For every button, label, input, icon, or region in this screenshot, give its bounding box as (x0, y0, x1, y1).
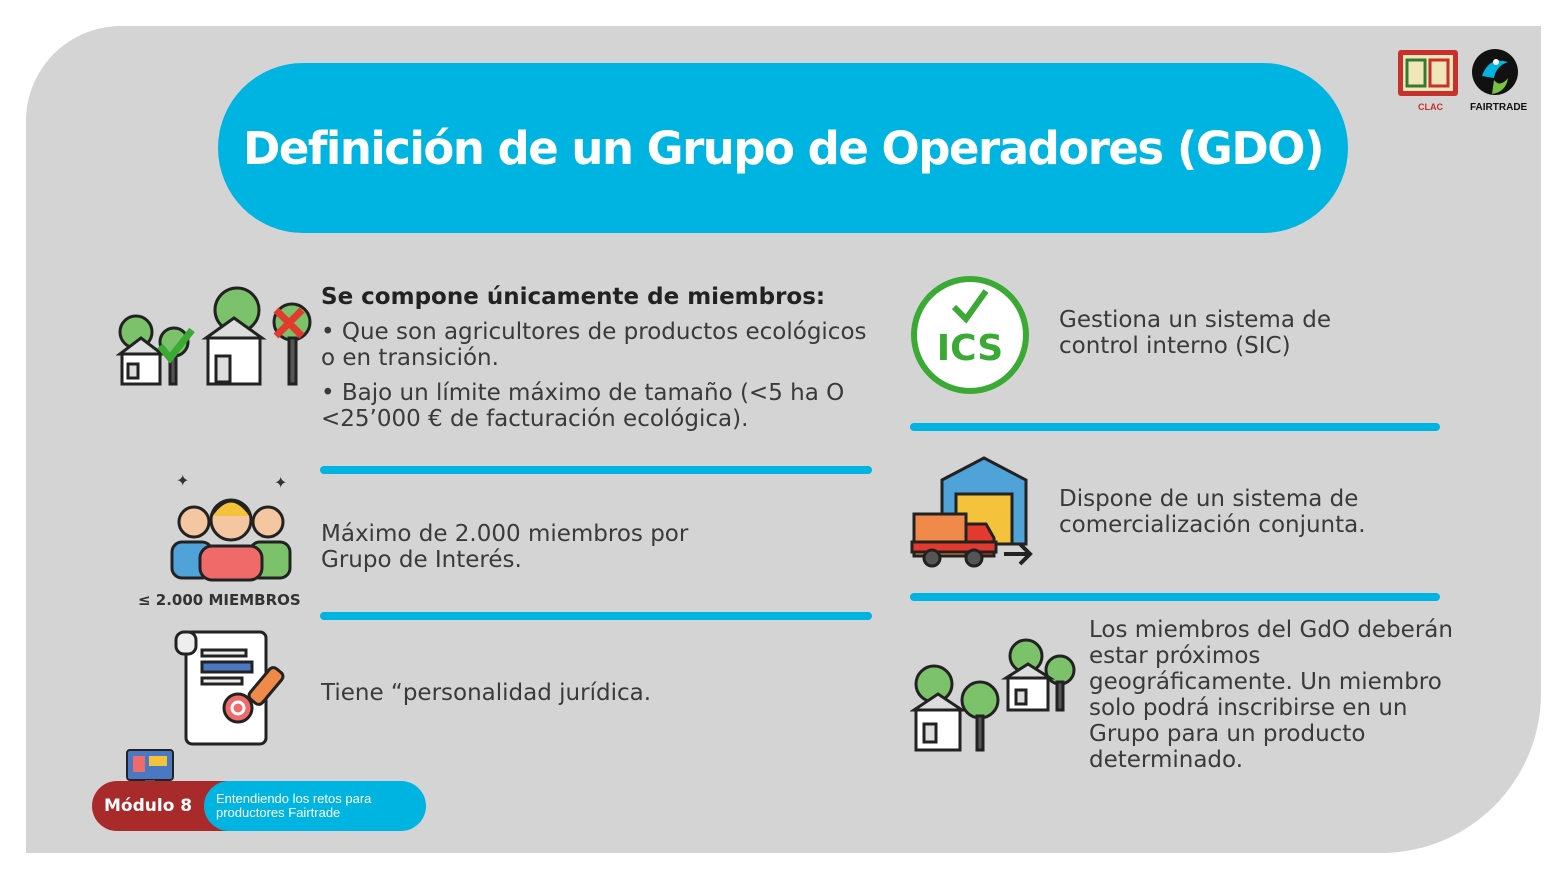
members-bullet-2: • Bajo un límite máximo de tamaño (<5 ha O <25’000 € de facturación ecológica). (321, 380, 845, 432)
farms-check-cross-icon (114, 280, 314, 390)
people-group-icon (166, 464, 296, 584)
nearby-farms-icon (910, 634, 1080, 759)
page-title: Definición de un Grupo de Operadores (GDO) (242, 121, 1324, 175)
divider-right-2 (910, 593, 1440, 601)
max-members-text: Máximo de 2.000 miembros por Grupo de Interés. (321, 521, 689, 573)
fairtrade-logo (1472, 49, 1518, 95)
members-bullet-1: • Que son agricultores de productos ecológicos o en transición. (321, 319, 867, 371)
ics-label: ICS (936, 328, 1004, 369)
commerce-text: Dispone de un sistema de comercialización conjunta. (1059, 486, 1366, 538)
module-label: Módulo 8 (92, 781, 232, 831)
max-members-caption: ≤ 2.000 MIEMBROS (138, 591, 301, 609)
members-description (321, 284, 881, 432)
module-subtitle: Entendiendo los retos para productores Fairtrade (204, 781, 426, 831)
divider-right-1 (910, 423, 1440, 431)
divider-left-1 (320, 466, 872, 474)
clac-logo-text: CLAC (1418, 102, 1443, 112)
slide (26, 26, 1541, 853)
fairtrade-logo-text: FAIRTRADE (1470, 102, 1528, 113)
warehouse-truck-icon (910, 454, 1060, 574)
partner-logos (1396, 48, 1531, 118)
legal-personality-text: Tiene “personalidad jurídica. (321, 680, 652, 706)
divider-left-2 (320, 612, 872, 620)
clac-logo (1398, 50, 1458, 96)
members-heading: Se compone únicamente de miembros: (321, 284, 826, 310)
module-badge (92, 781, 426, 831)
legal-document-icon (172, 626, 302, 751)
svg-text:✦: ✦ (274, 473, 288, 492)
ics-text: Gestiona un sistema de control interno (SIC) (1059, 307, 1331, 359)
title-banner (218, 63, 1348, 233)
ics-badge-icon (908, 273, 1032, 397)
geography-text: Los miembros del GdO deberán estar próximos geográficamente. Un miembro solo podrá inscribirse en un Grupo para un producto determinado. (1089, 617, 1453, 773)
svg-text:✦: ✦ (176, 471, 190, 490)
